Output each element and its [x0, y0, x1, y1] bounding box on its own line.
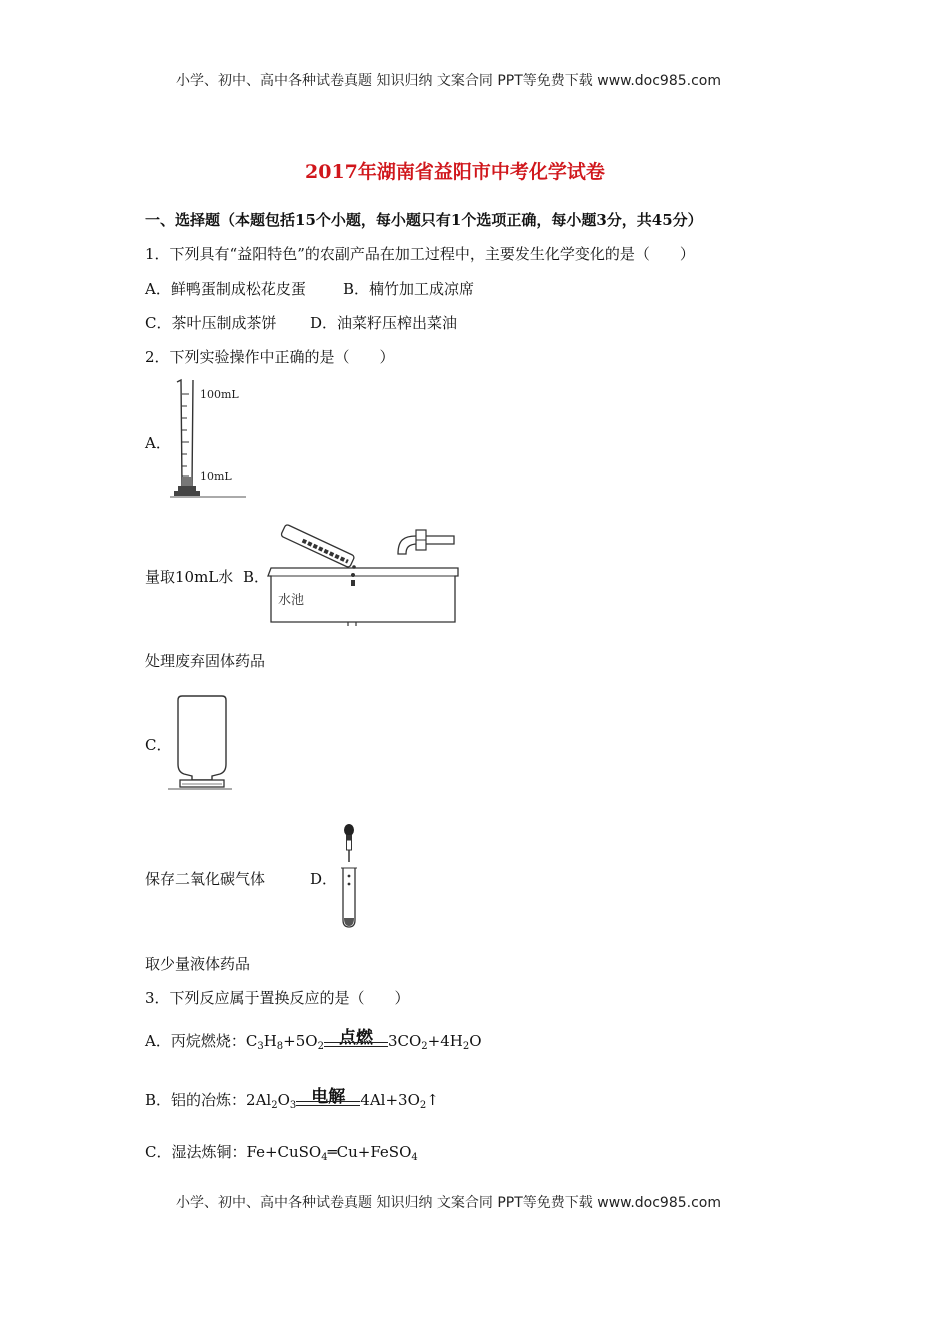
gas-collecting-bottle-figure	[168, 694, 234, 792]
q3b-condition: 电解	[311, 1087, 346, 1107]
q3a-prefix: A．丙烷燃烧：	[145, 1032, 246, 1050]
graduated-cylinder-figure	[168, 376, 248, 500]
q1-option-b: B．楠竹加工成凉席	[343, 280, 475, 298]
cylinder-label-100ml: 100mL	[200, 388, 239, 401]
q3a-p2: +4H	[427, 1032, 463, 1050]
q1-stem: 1．下列具有“益阳特色”的农副产品在加工过程中，主要发生化学变化的是（ ）	[145, 245, 695, 263]
gas-up-arrow-icon: ↑	[426, 1091, 439, 1109]
q2-option-b-caption: 处理废弃固体药品	[145, 652, 266, 670]
reaction-condition-electrolysis	[296, 1081, 360, 1111]
q3a-r1-mid: H	[263, 1032, 277, 1050]
q3a-p2-end: O	[469, 1032, 482, 1050]
q3c-reactants-sub: 4	[321, 1152, 328, 1163]
q3a-p1-sub: 2	[421, 1041, 428, 1052]
q3b-r1: 2Al	[246, 1091, 272, 1109]
q2-option-d-label: D．	[310, 870, 338, 888]
q3b-p1: 4Al+3O	[360, 1091, 420, 1109]
q3a-p2-sub: 2	[462, 1041, 470, 1052]
exam-title: 2017年湖南省益阳市中考化学试卷	[305, 161, 605, 183]
q3c-prefix: C．湿法炼铜：	[145, 1143, 247, 1161]
q2-option-a-label: A．	[145, 434, 171, 452]
q2-option-c-caption: 保存二氧化碳气体	[145, 870, 266, 888]
q2-option-a-caption: 量取10mL水	[145, 568, 234, 586]
q2-stem: 2．下列实验操作中正确的是（ ）	[145, 348, 395, 366]
q3a-r2-sub: 2	[317, 1041, 324, 1052]
q3a-r2: +5O	[283, 1032, 318, 1050]
q3-option-a	[145, 1022, 482, 1054]
q3-stem: 3．下列反应属于置换反应的是（ ）	[145, 989, 410, 1007]
header-site-link[interactable]: www.doc985.com	[597, 73, 721, 89]
q3-option-b	[145, 1081, 439, 1113]
q3a-r1-sub1: 3	[257, 1041, 264, 1052]
q2-option-d-caption: 取少量液体药品	[145, 955, 251, 973]
q2-option-c-label: C．	[145, 736, 172, 754]
sink-label: 水池	[278, 593, 305, 608]
q3-option-c	[145, 1141, 418, 1163]
q2-option-b-label: B．	[243, 568, 270, 586]
q3a-p1: 3CO	[387, 1032, 422, 1050]
q3b-prefix: B．铝的冶炼：	[145, 1091, 247, 1109]
q1-option-a: A．鲜鸭蛋制成松花皮蛋	[145, 280, 306, 298]
q3c-products: Cu+FeSO	[336, 1143, 412, 1161]
reaction-condition-ignite	[324, 1022, 388, 1052]
q3c-reactants: Fe+CuSO	[246, 1143, 322, 1161]
sink-waste-disposal-figure	[266, 518, 462, 626]
dropper-test-tube-figure	[338, 822, 362, 930]
q3b-r1-sub2: 3	[289, 1100, 297, 1111]
page-header	[176, 70, 721, 90]
q1-option-d: D．油菜籽压榨出菜油	[310, 314, 458, 332]
header-text: 小学、初中、高中各种试卷真题 知识归纳 文案合同 PPT等免费下载	[176, 73, 598, 89]
footer-site-link[interactable]: www.doc985.com	[597, 1195, 721, 1211]
q3c-equals: ═	[327, 1143, 337, 1161]
q3c-products-sub: 4	[411, 1152, 418, 1163]
q1-option-c: C．茶叶压制成茶饼	[145, 314, 277, 332]
q3b-p1-sub: 2	[419, 1100, 427, 1111]
q3a-r1: C	[245, 1032, 258, 1050]
q3a-condition: 点燃	[338, 1028, 373, 1048]
q3b-r1-sub1: 2	[271, 1100, 278, 1111]
cylinder-label-10ml: 10mL	[200, 470, 232, 483]
q3b-r1-mid: O	[277, 1091, 290, 1109]
page-footer	[176, 1192, 721, 1212]
section-heading-choice: 一、选择题（本题包括15个小题，每小题只有1个选项正确，每小题3分，共45分）	[145, 211, 703, 229]
q3a-r1-sub2: 8	[276, 1041, 284, 1052]
footer-text: 小学、初中、高中各种试卷真题 知识归纳 文案合同 PPT等免费下载	[176, 1195, 598, 1211]
